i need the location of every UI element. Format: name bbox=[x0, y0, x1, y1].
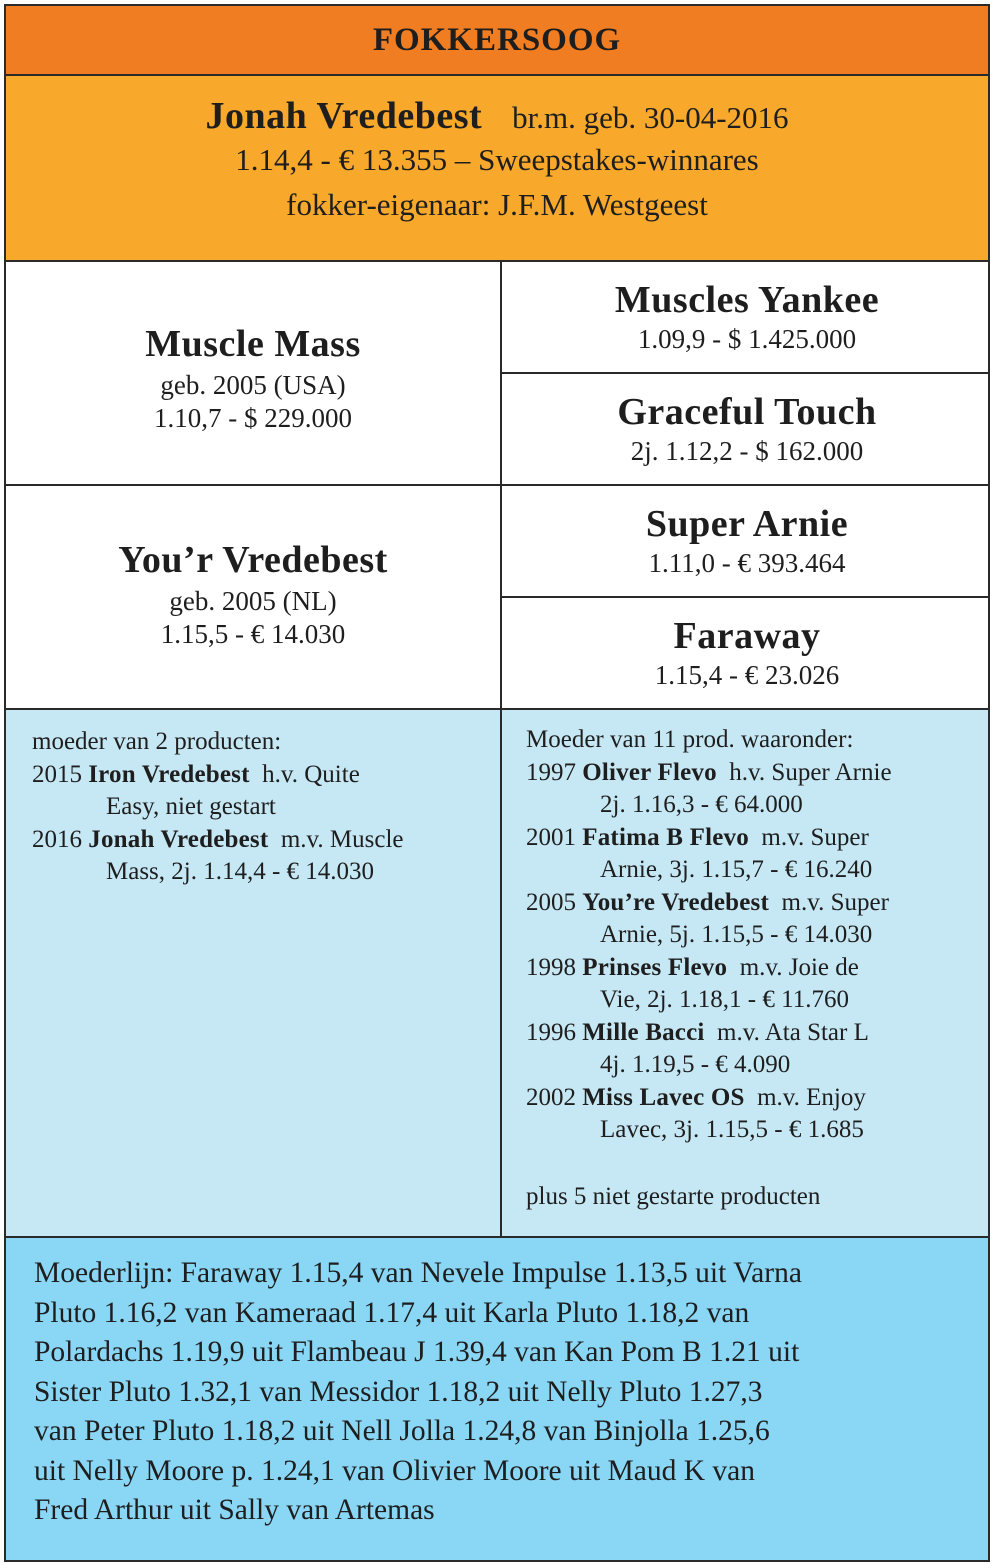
maternal-line-text: van Peter Pluto 1.18,2 uit Nell Jolla 1.24,8 van Binjolla 1.25,6 bbox=[34, 1415, 770, 1447]
offspring-record: 4j. 1.19,5 - € 4.090 bbox=[600, 1051, 791, 1078]
offspring-pedigree: m.v. Ata Star L bbox=[717, 1018, 869, 1046]
dam-birth: geb. 2005 (NL) bbox=[169, 586, 337, 616]
list-item bbox=[526, 1017, 990, 1082]
list-item bbox=[526, 1082, 990, 1147]
maternal-line-text: Moederlijn: Faraway 1.15,4 van Nevele Impulse 1.13,5 uit Varna bbox=[34, 1257, 802, 1289]
offspring-year: 1996 bbox=[526, 1018, 576, 1046]
dam-offspring-heading: moeder van 2 producten: bbox=[32, 728, 282, 755]
horse-header bbox=[6, 76, 988, 262]
offspring-name: Mille Bacci bbox=[582, 1018, 705, 1046]
sire-dam-record: 2j. 1.12,2 - $ 162.000 bbox=[630, 436, 864, 466]
list-item bbox=[526, 887, 990, 952]
offspring-record: Lavec, 3j. 1.15,5 - € 1.685 bbox=[600, 1116, 864, 1143]
offspring-year: 2016 bbox=[32, 825, 82, 853]
horse-breeder: fokker-eigenaar: J.F.M. Westgeest bbox=[286, 187, 708, 222]
horse-info: br.m. geb. 30-04-2016 bbox=[512, 100, 789, 135]
dam-offspring-panel bbox=[6, 710, 502, 1238]
offspring-year: 2005 bbox=[526, 888, 576, 916]
list-item bbox=[526, 757, 990, 822]
horse-title-line bbox=[6, 94, 988, 138]
offspring-pedigree: m.v. Enjoy bbox=[757, 1083, 866, 1111]
dam-sire-name: Super Arnie bbox=[645, 503, 849, 545]
offspring-pedigree: m.v. Super bbox=[781, 888, 889, 916]
horse-record: 1.14,4 - € 13.355 – Sweepstakes-winnares bbox=[235, 142, 759, 177]
offspring-name: Prinses Flevo bbox=[582, 953, 728, 981]
dam-dam-record: 1.15,4 - € 23.026 bbox=[654, 660, 840, 690]
list-item bbox=[526, 822, 990, 887]
breeder-card bbox=[4, 4, 990, 1562]
maternal-line-panel bbox=[6, 1238, 988, 1560]
list-item bbox=[32, 759, 500, 824]
dam-sire-record: 1.11,0 - € 393.464 bbox=[648, 548, 846, 578]
dam-dam-cell bbox=[502, 598, 990, 710]
offspring-record: Vie, 2j. 1.18,1 - € 11.760 bbox=[600, 986, 849, 1013]
dam-cell bbox=[6, 486, 502, 710]
offspring-pedigree: h.v. Super Arnie bbox=[729, 758, 892, 786]
offspring-year: 2015 bbox=[32, 760, 82, 788]
offspring-name: Oliver Flevo bbox=[582, 758, 717, 786]
offspring-record: Easy, niet gestart bbox=[106, 793, 276, 820]
offspring-pedigree: m.v. Muscle bbox=[280, 825, 404, 853]
maternal-line-text: Fred Arthur uit Sally van Artemas bbox=[34, 1494, 435, 1526]
offspring-record: Arnie, 5j. 1.15,5 - € 14.030 bbox=[600, 921, 873, 948]
granddam-offspring-heading: Moeder van 11 prod. waaronder: bbox=[526, 726, 854, 753]
unstarted-offspring-note: plus 5 niet gestarte producten bbox=[526, 1182, 821, 1210]
offspring-pedigree: h.v. Quite bbox=[262, 760, 360, 788]
sire-sire-record: 1.09,9 - $ 1.425.000 bbox=[637, 324, 857, 354]
granddam-offspring-panel bbox=[502, 710, 990, 1238]
offspring-name: Fatima B Flevo bbox=[582, 823, 749, 851]
maternal-line-text: Polardachs 1.19,9 uit Flambeau J 1.39,4 van Kan Pom B 1.21 uit bbox=[34, 1336, 800, 1368]
sire-sire-name: Muscles Yankee bbox=[614, 279, 880, 321]
maternal-line-text: Pluto 1.16,2 van Kameraad 1.17,4 uit Karla Pluto 1.18,2 van bbox=[34, 1296, 750, 1329]
maternal-line-text: Sister Pluto 1.32,1 van Messidor 1.18,2 uit Nelly Pluto 1.27,3 bbox=[34, 1375, 763, 1408]
dam-sire-cell bbox=[502, 486, 990, 598]
offspring-name: Jonah Vredebest bbox=[88, 825, 269, 853]
horse-name: Jonah Vredebest bbox=[205, 95, 483, 137]
dam-dam-name: Faraway bbox=[673, 615, 821, 657]
sire-name: Muscle Mass bbox=[145, 323, 361, 365]
offspring-year: 2002 bbox=[526, 1083, 576, 1111]
sire-record: 1.10,7 - $ 229.000 bbox=[154, 403, 352, 433]
offspring-name: You’re Vredebest bbox=[582, 888, 769, 916]
sire-cell bbox=[6, 262, 502, 486]
sire-birth: geb. 2005 (USA) bbox=[160, 370, 346, 400]
offspring-record: Arnie, 3j. 1.15,7 - € 16.240 bbox=[600, 856, 873, 883]
title-bar bbox=[6, 6, 988, 76]
offspring-record: 2j. 1.16,3 - € 64.000 bbox=[600, 791, 803, 818]
list-item bbox=[32, 824, 500, 889]
maternal-line-text: uit Nelly Moore p. 1.24,1 van Olivier Moore uit Maud K van bbox=[34, 1454, 755, 1487]
offspring-year: 2001 bbox=[526, 823, 576, 851]
offspring-pedigree: m.v. Joie de bbox=[739, 953, 859, 981]
offspring-name: Iron Vredebest bbox=[88, 760, 250, 788]
offspring-name: Miss Lavec OS bbox=[582, 1083, 745, 1111]
dam-record: 1.15,5 - € 14.030 bbox=[160, 619, 346, 649]
offspring-pedigree: m.v. Super bbox=[761, 823, 869, 851]
sire-dam-cell bbox=[502, 374, 990, 486]
dam-name: You’r Vredebest bbox=[118, 539, 388, 581]
offspring-year: 1997 bbox=[526, 758, 576, 786]
offspring-year: 1998 bbox=[526, 953, 576, 981]
list-item bbox=[526, 952, 990, 1017]
offspring-record: Mass, 2j. 1.14,4 - € 14.030 bbox=[106, 858, 375, 885]
section-title: FOKKERSOOG bbox=[372, 21, 622, 58]
sire-dam-name: Graceful Touch bbox=[617, 391, 877, 433]
sire-sire-cell bbox=[502, 262, 990, 374]
